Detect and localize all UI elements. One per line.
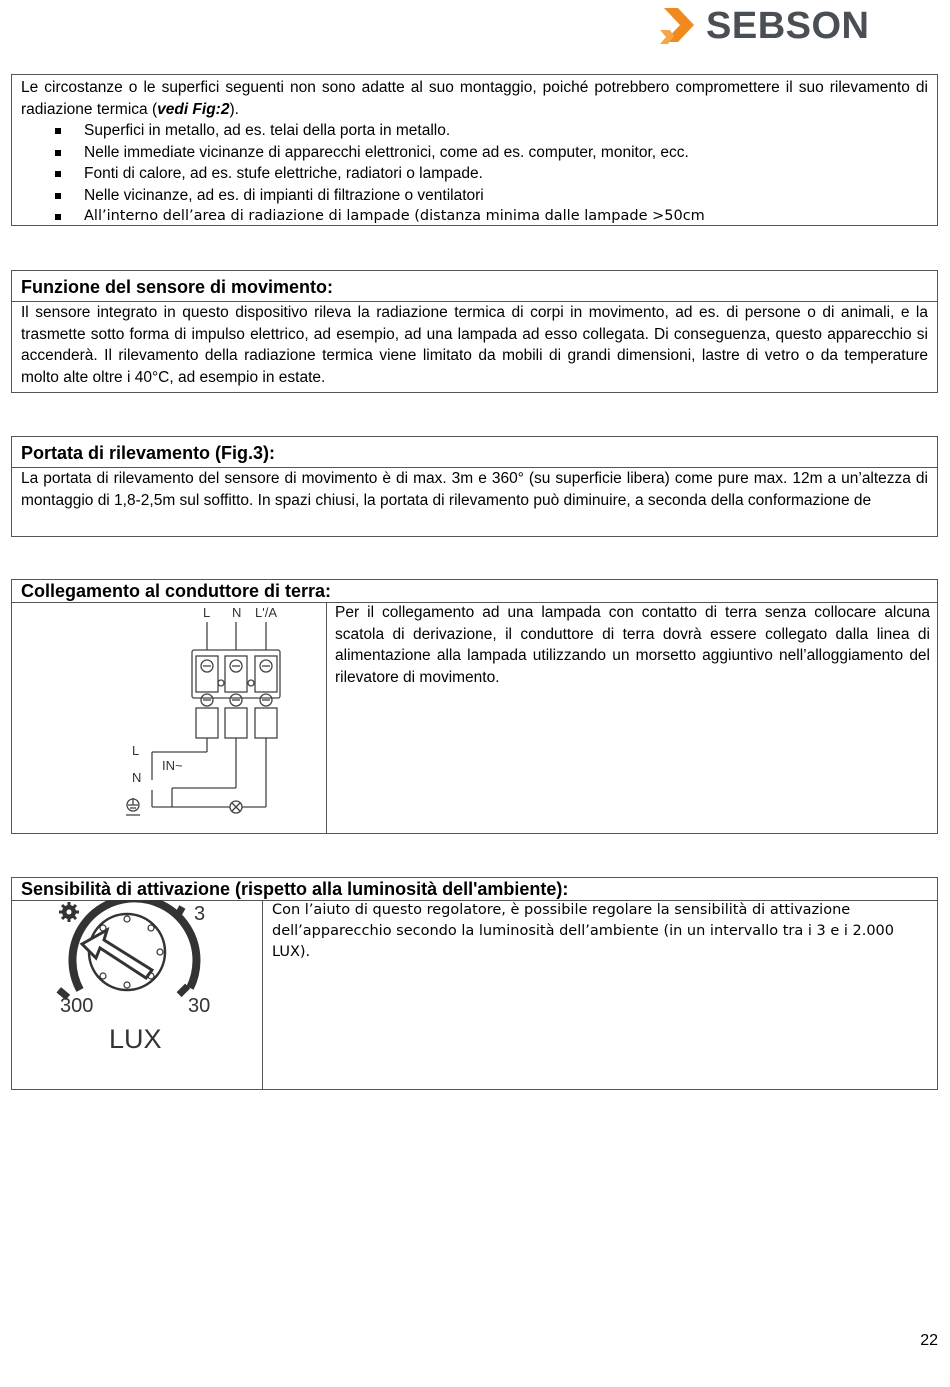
figure-reference: vedi Fig:2 [157, 100, 230, 118]
dial-label-30: 30 [188, 995, 211, 1017]
range-title: Portata di rilevamento (Fig.3): [21, 443, 276, 463]
line-label-n: N [132, 770, 142, 785]
terminal-label-la: L'/A [255, 605, 277, 620]
dial-label-3: 3 [194, 903, 206, 925]
sensitivity-section [11, 877, 938, 1090]
brand-name: SEBSON [706, 5, 870, 47]
sensitivity-body: Con l’aiuto di questo regolatore, è possibile regolare la sensibilità di attivazione dell’apparecchio secondo la luminosità dell’ambiente (in un intervallo tra i 3 e i 2.000 LUX). [272, 902, 895, 960]
list-item: Nelle immediate vicinanze di apparecchi elettronici, come ad es. computer, monitor, ecc. [21, 142, 928, 164]
wiring-diagram-cell [12, 602, 327, 833]
earth-section [11, 579, 938, 834]
earth-ground-icon [126, 798, 140, 815]
page-number: 22 [920, 1332, 938, 1349]
dial-knob[interactable] [89, 914, 165, 990]
lux-dial-diagram [12, 900, 262, 1089]
function-title: Funzione del sensore di movimento: [21, 277, 334, 297]
dial-label-300: 300 [60, 995, 94, 1017]
list-item: All’interno dell’area di radiazione di lampade (distanza minima dalle lampade >50cm [21, 206, 928, 228]
chevron-logo-icon [660, 6, 704, 46]
lux-dial-cell [12, 900, 263, 1089]
intro-lead: Le circostanze o le superfici seguenti non sono adatte al suo montaggio, poiché potrebbero compromettere il suo rilevamento di radiazione termica (vedi Fig:2). [21, 79, 928, 118]
function-section [11, 270, 938, 393]
range-section [11, 436, 938, 537]
lux-unit-label: LUX [109, 1024, 162, 1054]
terminal-label-l: L [203, 605, 211, 620]
unsuitable-surfaces-list [21, 120, 928, 228]
intro-box [11, 74, 938, 226]
sebson-logo [660, 6, 880, 46]
gear-icon [59, 902, 79, 922]
earth-body: Per il collegamento ad una lampada con contatto di terra senza collocare alcuna scatola di derivazione, il conduttore di terra dovrà essere collegato dalla linea di alimentazione alla lampada utilizzando un morsetto aggiuntivo nell’alloggiamento del rilevatore di movimento. [335, 604, 930, 686]
list-item: Fonti di calore, ad es. stufe elettriche, radiatori o lampade. [21, 163, 928, 185]
line-label-l: L [132, 743, 140, 758]
sensitivity-title: Sensibilità di attivazione (rispetto alla luminosità dell'ambiente): [21, 879, 569, 899]
input-label: IN~ [162, 758, 183, 773]
terminal-label-n: N [232, 605, 242, 620]
range-body: La portata di rilevamento del sensore di movimento è di max. 3m e 360° (su superficie libera) come pure max. 12m a un’altezza di montaggio di 1,8-2,5m sul soffitto. In spazi chiusi, la portata di rilevamento può diminuire, a seconda della conformazione de [21, 470, 928, 509]
earth-title: Collegamento al conduttore di terra: [21, 581, 332, 601]
list-item: Nelle vicinanze, ad es. di impianti di filtrazione o ventilatori [21, 185, 928, 207]
list-item: Superfici in metallo, ad es. telai della porta in metallo. [21, 120, 928, 142]
wiring-diagram [12, 602, 326, 833]
function-body: Il sensore integrato in questo dispositivo rileva la radiazione termica di corpi in movimento, ad es. di persone o di animali, e la trasmette sotto forma di impulso elettrico, ad esempio, ad una lampada ad esso collegata. Di conseguenza, questo apparecchio si accenderà. Il rilevamento della radiazione termica viene limitato da mobili di grandi dimensioni, lastre di vetro o da temperature molto alte oltre i 40°C, ad esempio in estate. [21, 304, 928, 386]
terminal-block [152, 622, 280, 813]
